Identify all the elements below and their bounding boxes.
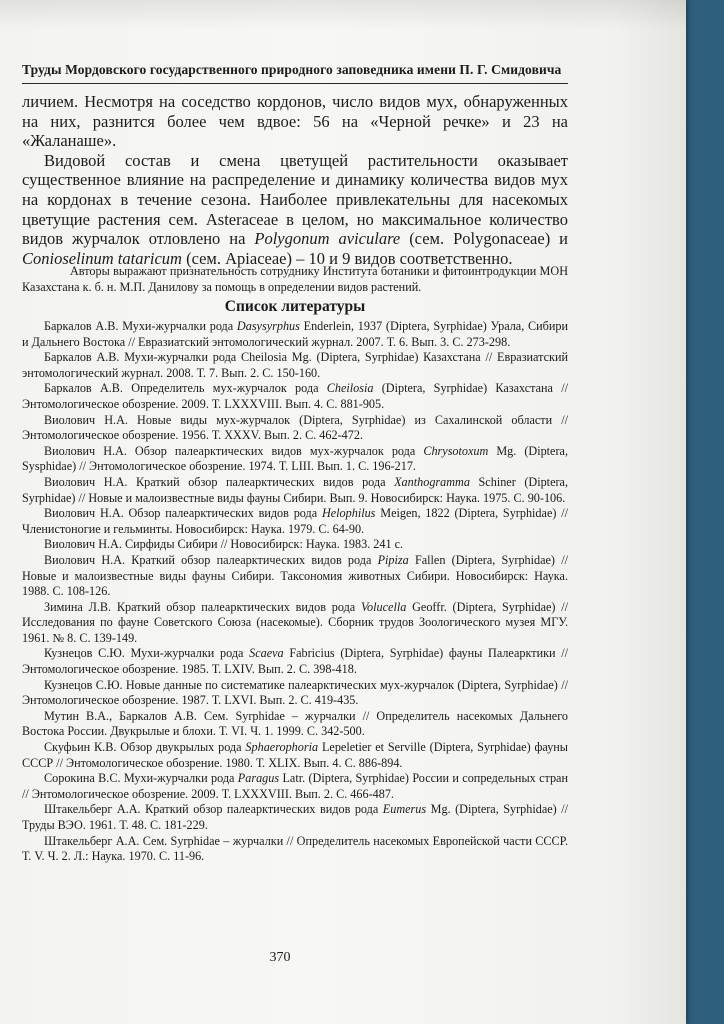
running-header: Труды Мордовского государственного природного заповедника имени П. Г. Смидовича	[22, 62, 562, 77]
references-title: Список литературы	[224, 298, 366, 315]
header-rule	[22, 83, 568, 84]
reference-item: Зимина Л.В. Краткий обзор палеарктических видов рода Volucella Geoffr. (Diptera, Syrphidae) // Исследования по фауне Советского Союза (насекомые). Сборник трудов Зоологического музея МГУ. 1961. № 8. С. 139-149.	[22, 599, 569, 645]
reference-item: Виолович Н.А. Новые виды мух-журчалок (Diptera, Syrphidae) из Сахалинской области // Энтомологическое обозрение. 1956. Т. XXXV. Вып. 2. С. 462-472.	[22, 412, 568, 443]
reference-item: Баркалов А.В. Определитель мух-журчалок рода Cheilosia (Diptera, Syrphidae) Казахстана // Энтомологическое обозрение. 2009. Т. LXXXVIII. Вып. 4. С. 881-905.	[22, 381, 569, 411]
acknowledgement: Авторы выражают признательность сотруднику Института ботаники и фитоинтродукции МОН Казахстана к. б. н. М.П. Данилову за помощь в определении видов растений.	[22, 264, 568, 294]
references-list	[22, 319, 568, 865]
paragraph: Видовой состав и смена цветущей растительности оказывает существенное влияние на распределение и динамику количества видов мух на кордонах в течение сезона. Наиболее привлекательны для насекомых цветущие растения сем. Asteraceae в целом, но максимальное количество видов журчалок отловлено на Polygonum aviculare (сем. Polygonaceae) и Conioselinum tataricum (сем. Apiaceae) – 10 и 9 видов соответственно.	[22, 150, 568, 268]
reference-item: Виолович Н.А. Краткий обзор палеарктических видов рода Pipiza Fallen (Diptera, Syrphidae) // Новые и малоизвестные виды фауны Сибири. Таксономия животных Сибири. Новосибирск: Наука. 1988. С. 108-126.	[22, 552, 568, 599]
body-text	[22, 92, 568, 268]
reference-item: Кузнецов С.Ю. Мухи-журчалки рода Scaeva Fabricius (Diptera, Syrphidae) фауны Палеарктики // Энтомологическое обозрение. 1985. Т. LXIV. Вып. 2. С. 398-418.	[22, 646, 568, 677]
reference-item: Скуфьин К.В. Обзор двукрылых рода Sphaerophoria Lepeletier et Serville (Diptera, Syrphidae) фауны СССР // Энтомологическое обозрение. 1980. Т. XLIX. Вып. 4. С. 886-894.	[22, 740, 568, 770]
reference-item: Виолович Н.А. Обзор палеарктических видов рода Helophilus Meigen, 1822 (Diptera, Syrphidae) // Членистоногие и гельминты. Новосибирск: Наука. 1979. С. 64-90.	[22, 506, 568, 536]
reference-item: Мутин В.А., Баркалов А.В. Сем. Syrphidae – журчалки // Определитель насекомых Дальнего Востока России. Двукрылые и блохи. Т. VI. Ч. 1. 1999. С. 342-500.	[22, 708, 568, 739]
reference-item: Штакельберг А.А. Сем. Syrphidae – журчалки // Определитель насекомых Европейской части СССР. Т. V. Ч. 2. Л.: Наука. 1970. С. 11-96.	[22, 833, 568, 864]
reference-item: Кузнецов С.Ю. Новые данные по систематике палеарктических мух-журчалок (Diptera, Syrphidae) // Энтомологическое обозрение. 1987. Т. LXVI. Вып. 2. С. 419-435.	[22, 677, 568, 708]
reference-item: Сорокина В.С. Мухи-журчалки рода Paragus Latr. (Diptera, Syrphidae) России и сопредельных стран // Энтомологическое обозрение. 2009. Т. LXXXVIII. Вып. 2. С. 466-487.	[22, 771, 568, 801]
paragraph: личием. Несмотря на соседство кордонов, число видов мух, обнаруженных на них, разнится более чем вдвое: 56 на «Черной речке» и 23 на «Жаланаше».	[22, 92, 568, 151]
reference-item: Баркалов А.В. Мухи-журчалки рода Dasysyrphus Enderlein, 1937 (Diptera, Syrphidae) Урала, Сибири и Дальнего Востока // Евразиатский энтомологический журнал. 2007. Т. 6. Вып. 3. С. 273-298.	[22, 319, 568, 349]
reference-item: Баркалов А.В. Мухи-журчалки рода Cheilosia Mg. (Diptera, Syrphidae) Казахстана // Евразиатский энтомологический журнал. 2008. Т. 7. Вып. 2. С. 150-160.	[22, 350, 568, 380]
scan-shadow	[0, 0, 686, 30]
reference-item: Виолович Н.А. Сирфиды Сибири // Новосибирск: Наука. 1983. 241 с.	[44, 537, 404, 552]
reference-item: Виолович Н.А. Обзор палеарктических видов мух-журчалок рода Chrysotoxum Mg. (Diptera, Sysphidae) // Энтомологическое обозрение. 1974. Т. LIII. Вып. 1. С. 196-217.	[22, 443, 568, 474]
page-number: 370	[269, 950, 291, 965]
reference-item: Штакельберг А.А. Краткий обзор палеарктических видов рода Eumerus Mg. (Diptera, Syrphidae) // Труды ВЭО. 1961. Т. 48. С. 181-229.	[22, 802, 568, 832]
reference-item: Виолович Н.А. Краткий обзор палеарктических видов рода Xanthogramma Schiner (Diptera, Syrphidae) // Новые и малоизвестные виды фауны Сибири. Вып. 9. Новосибирск: Наука. 1975. С. 90-106.	[22, 474, 568, 505]
